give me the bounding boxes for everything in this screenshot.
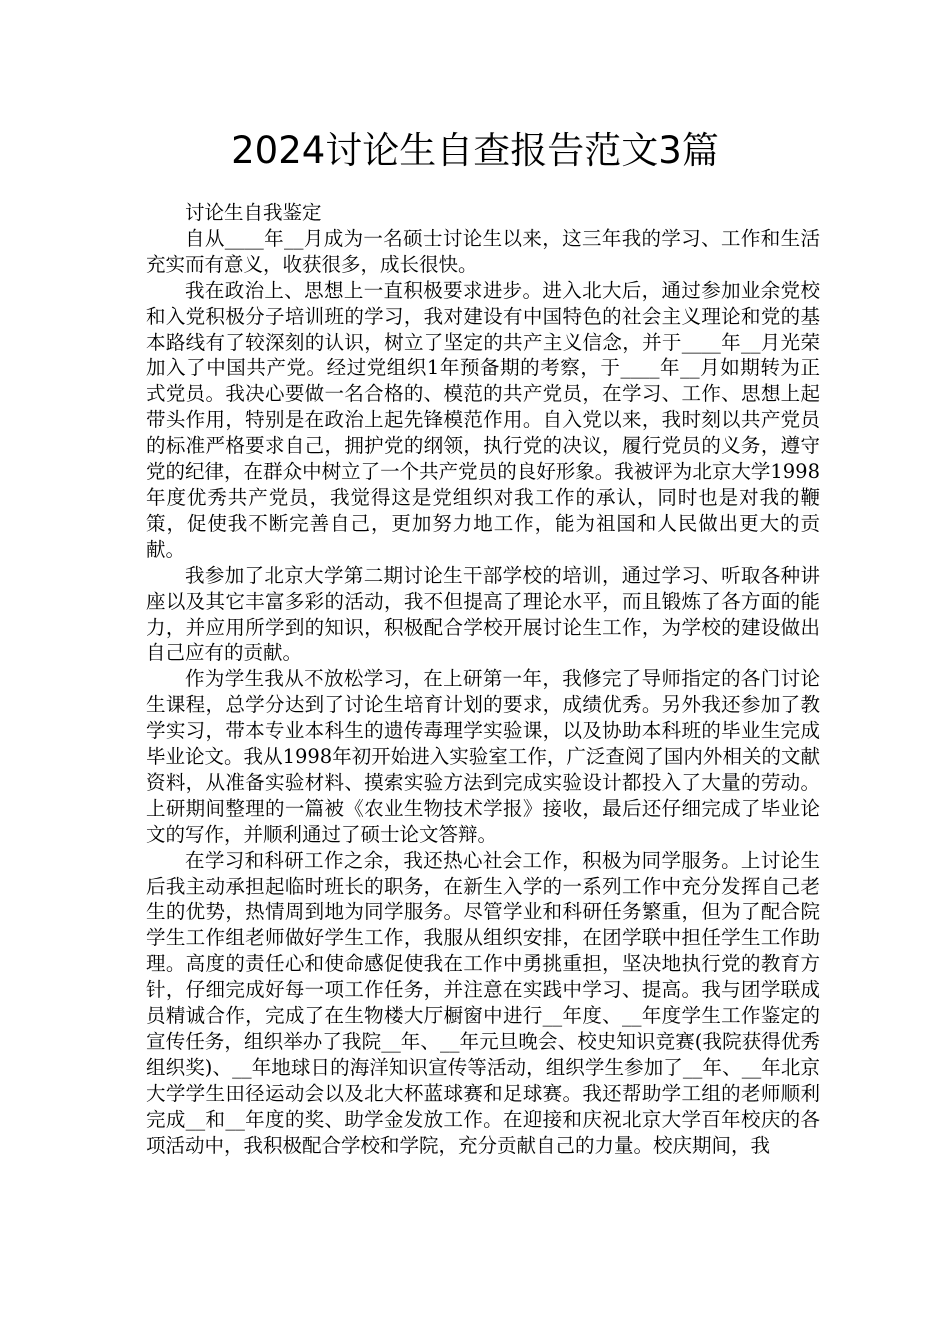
paragraph: 作为学生我从不放松学习，在上研第一年，我修完了导师指定的各门讨论生课程，总学分达到了讨论生培育计划的要求，成绩优秀。另外我还参加了教学实习，带本专业本科生的遗传毒理学实验课，以及协助本科班的毕业生完成毕业论文。我从1998年初开始进入实验室工作，广泛查阅了国内外相关的文献资料，从准备实验材料、摸索实验方法到完成实验设计都投入了大量的劳动。上研期间整理的一篇被《农业生物技术学报》接收，最后还仔细完成了毕业论文的写作，并顺利通过了硕士论文答辩。 bbox=[146, 667, 820, 846]
document-body bbox=[146, 200, 820, 1159]
paragraph-heading: 讨论生自我鉴定 bbox=[185, 201, 322, 224]
paragraph: 自从____年__月成为一名硕士讨论生以来，这三年我的学习、工作和生活充实而有意义，收获很多，成长很快。 bbox=[146, 226, 820, 276]
paragraph: 在学习和科研工作之余，我还热心社会工作，积极为同学服务。上讨论生后我主动承担起临时班长的职务，在新生入学的一系列工作中充分发挥自己老生的优势，热情周到地为同学服务。尽管学业和科研任务繁重，但为了配合院学生工作组老师做好学生工作，我服从组织安排，在团学联中担任学生工作助理。高度的责任心和使命感促使我在工作中勇挑重担，坚决地执行党的教育方针，仔细完成好每一项工作任务，并注意在实践中学习、提高。我与团学联成员精诚合作，完成了在生物楼大厅橱窗中进行__年度、__年度学生工作鉴定的宣传任务，组织举办了我院__年、__年元旦晚会、校史知识竞赛(我院获得优秀组织奖)、__年地球日的海洋知识宣传等活动，组织学生参加了__年、__年北京大学学生田径运动会以及北大杯蓝球赛和足球赛。我还帮助学工组的老师顺利完成__和__年度的奖、助学金发放工作。在迎接和庆祝北京大学百年校庆的各项活动中，我积极配合学校和学院，充分贡献自己的力量。校庆期间，我 bbox=[146, 848, 820, 1157]
paragraph: 我在政治上、思想上一直积极要求进步。进入北大后，通过参加业余党校和入党积极分子培训班的学习，我对建设有中国特色的社会主义理论和党的基本路线有了较深刻的认识，树立了坚定的共产主义信念，并于____年__月光荣加入了中国共产党。经过党组织1年预备期的考察，于____年__月如期转为正式党员。我决心要做一名合格的、模范的共产党员，在学习、工作、思想上起带头作用，特别是在政治上起先锋模范作用。自入党以来，我时刻以共产党员的标准严格要求自己，拥护党的纲领，执行党的决议，履行党员的义务，遵守党的纪律，在群众中树立了一个共产党员的良好形象。我被评为北京大学1998年度优秀共产党员，我觉得这是党组织对我工作的承认，同时也是对我的鞭策，促使我不断完善自己，更加努力地工作，能为祖国和人民做出更大的贡献。 bbox=[146, 278, 820, 561]
document-title: 2024讨论生自查报告范文3篇 bbox=[231, 129, 719, 172]
paragraph: 我参加了北京大学第二期讨论生干部学校的培训，通过学习、听取各种讲座以及其它丰富多彩的活动，我不但提高了理论水平，而且锻炼了各方面的能力，并应用所学到的知识，积极配合学校开展讨论生工作，为学校的建设做出自己应有的贡献。 bbox=[146, 563, 820, 665]
